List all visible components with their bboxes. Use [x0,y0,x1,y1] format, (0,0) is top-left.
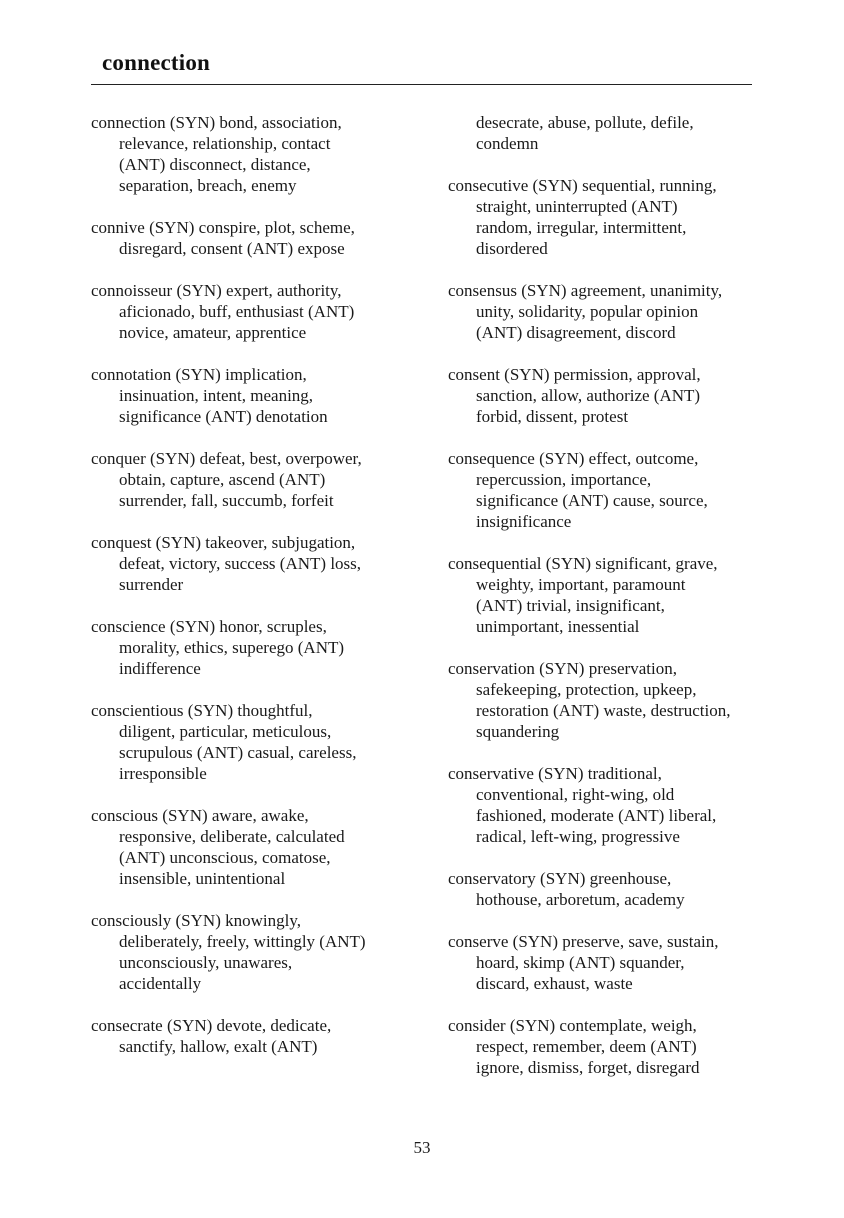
dictionary-entry [448,868,768,910]
dictionary-entry [448,175,768,259]
entry-spacer [91,511,411,532]
dictionary-entry [448,658,768,742]
entry-continuation-line: restoration (ANT) waste, destruction, [476,701,731,720]
entry-continuation-line: hothouse, arboretum, academy [476,890,685,909]
entry-continuation-line: novice, amateur, apprentice [119,323,307,342]
entry-continuation-line: deliberately, freely, wittingly (ANT) [119,932,366,951]
dictionary-entry [91,280,411,343]
entry-spacer [448,532,768,553]
entry-continuation-line: straight, uninterrupted (ANT) [476,197,678,216]
entry-headline: consensus (SYN) agreement, unanimity, [448,281,723,300]
entry-spacer [91,784,411,805]
entry-spacer [91,595,411,616]
entry-continuation-line: discard, exhaust, waste [476,974,633,993]
dictionary-entry [91,700,411,784]
entry-spacer [91,259,411,280]
entry-continuation-line: (ANT) trivial, insignificant, [476,596,665,615]
page-header-title: connection [102,50,211,75]
entry-spacer [448,847,768,868]
dictionary-entry-continued [448,112,768,154]
entry-spacer [448,637,768,658]
entry-continuation-line: repercussion, importance, [476,470,652,489]
entry-continuation-line: condemn [476,134,539,153]
entry-headline: consequence (SYN) effect, outcome, [448,449,699,468]
dictionary-entry [448,763,768,847]
entry-headline: connive (SYN) conspire, plot, scheme, [91,218,355,237]
entry-continuation-line: weighty, important, paramount [476,575,686,594]
entry-continuation-line: relevance, relationship, contact [119,134,331,153]
entry-spacer [448,154,768,175]
dictionary-entry [91,364,411,427]
entry-spacer [91,427,411,448]
entry-headline: consciously (SYN) knowingly, [91,911,301,930]
entry-continuation-line: obtain, capture, ascend (ANT) [119,470,326,489]
entry-continuation-line: insensible, unintentional [119,869,286,888]
entry-continuation-line: accidentally [119,974,202,993]
entry-headline: conscious (SYN) aware, awake, [91,806,309,825]
entry-continuation-line: fashioned, moderate (ANT) liberal, [476,806,717,825]
page-number: 53 [413,1138,431,1157]
entry-continuation-line: scrupulous (ANT) casual, careless, [119,743,357,762]
entry-continuation-line: forbid, dissent, protest [476,407,629,426]
entry-headline: consent (SYN) permission, approval, [448,365,701,384]
entry-spacer [448,994,768,1015]
entry-continuation-line: desecrate, abuse, pollute, defile, [476,113,694,132]
dictionary-entry [448,364,768,427]
entry-continuation-line: surrender [119,575,184,594]
entry-continuation-line: disordered [476,239,548,258]
entry-headline: consequential (SYN) significant, grave, [448,554,718,573]
dictionary-entry [448,553,768,637]
entry-continuation-line: significance (ANT) cause, source, [476,491,708,510]
entry-spacer [91,196,411,217]
dictionary-entry [91,532,411,595]
entry-spacer [448,427,768,448]
entry-continuation-line: (ANT) unconscious, comatose, [119,848,331,867]
entry-spacer [91,889,411,910]
entry-spacer [448,910,768,931]
entry-continuation-line: diligent, particular, meticulous, [119,722,332,741]
entry-headline: conservative (SYN) traditional, [448,764,662,783]
left-column [91,112,411,1057]
entry-spacer [448,259,768,280]
entry-continuation-line: aficionado, buff, enthusiast (ANT) [119,302,355,321]
entry-continuation-line: unconsciously, unawares, [119,953,293,972]
entry-headline: conquer (SYN) defeat, best, overpower, [91,449,362,468]
entry-continuation-line: unimportant, inessential [476,617,640,636]
entry-spacer [91,343,411,364]
entry-continuation-line: indifference [119,659,201,678]
entry-continuation-line: sanction, allow, authorize (ANT) [476,386,701,405]
entry-continuation-line: unity, solidarity, popular opinion [476,302,699,321]
dictionary-entry [448,1015,768,1078]
entry-continuation-line: ignore, dismiss, forget, disregard [476,1058,700,1077]
entry-continuation-line: morality, ethics, superego (ANT) [119,638,345,657]
entry-headline: conscience (SYN) honor, scruples, [91,617,327,636]
entry-continuation-line: sanctify, hallow, exalt (ANT) [119,1037,318,1056]
entry-continuation-line: surrender, fall, succumb, forfeit [119,491,334,510]
dictionary-entry [91,1015,411,1057]
entry-spacer [91,679,411,700]
entry-spacer [91,994,411,1015]
entry-continuation-line: respect, remember, deem (ANT) [476,1037,697,1056]
entry-continuation-line: defeat, victory, success (ANT) loss, [119,554,362,573]
dictionary-entry [91,448,411,511]
entry-continuation-line: significance (ANT) denotation [119,407,328,426]
dictionary-entry [91,112,411,196]
entry-headline: conservatory (SYN) greenhouse, [448,869,672,888]
dictionary-entry [448,931,768,994]
entry-headline: connection (SYN) bond, association, [91,113,342,132]
entry-continuation-line: conventional, right-wing, old [476,785,675,804]
entry-headline: consecutive (SYN) sequential, running, [448,176,717,195]
entry-headline: conquest (SYN) takeover, subjugation, [91,533,356,552]
entry-headline: consider (SYN) contemplate, weigh, [448,1016,697,1035]
entry-headline: conservation (SYN) preservation, [448,659,677,678]
dictionary-entry [91,805,411,889]
entry-continuation-line: safekeeping, protection, upkeep, [476,680,697,699]
entry-continuation-line: random, irregular, intermittent, [476,218,687,237]
entry-continuation-line: (ANT) disagreement, discord [476,323,676,342]
entry-continuation-line: irresponsible [119,764,207,783]
entry-headline: connoisseur (SYN) expert, authority, [91,281,342,300]
entry-continuation-line: radical, left-wing, progressive [476,827,680,846]
entry-continuation-line: responsive, deliberate, calculated [119,827,345,846]
dictionary-entry [91,217,411,259]
entry-continuation-line: disregard, consent (ANT) expose [119,239,345,258]
entry-headline: connotation (SYN) implication, [91,365,307,384]
header-rule [91,84,752,85]
entry-continuation-line: insignificance [476,512,572,531]
entry-continuation-line: (ANT) disconnect, distance, [119,155,311,174]
entry-spacer [448,742,768,763]
entry-continuation-line: squandering [476,722,560,741]
dictionary-entry [91,910,411,994]
entry-headline: consecrate (SYN) devote, dedicate, [91,1016,332,1035]
entry-headline: conserve (SYN) preserve, save, sustain, [448,932,719,951]
entry-continuation-line: separation, breach, enemy [119,176,297,195]
entry-continuation-line: hoard, skimp (ANT) squander, [476,953,685,972]
dictionary-entry [448,448,768,532]
entry-continuation-line: insinuation, intent, meaning, [119,386,314,405]
entry-headline: conscientious (SYN) thoughtful, [91,701,313,720]
entry-spacer [448,343,768,364]
dictionary-entry [91,616,411,679]
dictionary-entry [448,280,768,343]
right-column [448,112,768,1078]
